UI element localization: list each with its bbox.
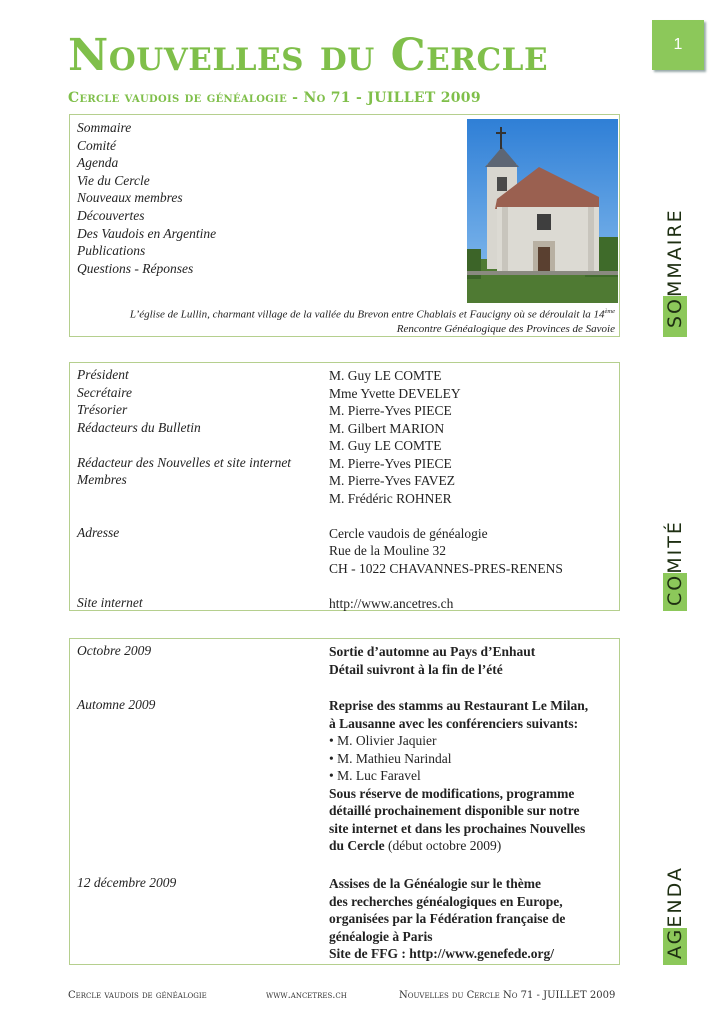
role-label: Secrétaire xyxy=(77,384,132,400)
sommaire-box xyxy=(69,114,620,337)
footer-organisation: Cercle vaudois de généalogie xyxy=(68,990,207,1001)
agenda-side-tab xyxy=(663,860,691,965)
agenda-box xyxy=(69,638,620,965)
table-of-contents xyxy=(77,119,216,277)
page-number: 1 xyxy=(652,20,704,70)
event-date: Octobre 2009 xyxy=(77,643,152,658)
church-photo xyxy=(467,119,618,303)
role-label: Rédacteurs du Bulletin xyxy=(77,419,201,435)
role-label: Adresse xyxy=(77,524,120,540)
member-name: Mme Yvette DEVELEY xyxy=(329,385,461,401)
newsletter-title: Nouvelles du Cercle xyxy=(68,30,549,81)
role-label: Site internet xyxy=(77,594,143,610)
comite-side-tab xyxy=(663,515,691,611)
website-link[interactable]: http://www.ancetres.ch xyxy=(329,595,454,611)
role-label: Rédacteur des Nouvelles et site internet xyxy=(77,454,292,470)
toc-item[interactable]: Comité xyxy=(77,137,116,153)
toc-item[interactable]: Vie du Cercle xyxy=(77,172,150,188)
toc-item[interactable]: Publications xyxy=(77,243,146,259)
member-name: M. Pierre-Yves PIECE xyxy=(329,403,452,418)
toc-item[interactable]: Découvertes xyxy=(77,207,145,223)
member-name: M. Pierre-Yves FAVEZ M. Frédéric ROHNER xyxy=(329,473,456,506)
event-date: 12 décembre 2009 xyxy=(77,875,177,890)
event-description: Assises de la Généalogie sur le thème des recherches généalogiques en Europe, organisées par la Fédération française de généalogie à Paris Site de FFG : http://www.genefede.org/ xyxy=(329,876,566,961)
event-date: Automne 2009 xyxy=(77,697,156,712)
toc-item[interactable]: Sommaire xyxy=(77,120,132,135)
footer-issue: Nouvelles du Cercle No 71 - JUILLET 2009 xyxy=(399,990,616,1001)
side-tab-label: AGENDA xyxy=(664,866,686,959)
side-tab-label: SOMMAIRE xyxy=(664,208,686,329)
issue-subtitle: Cercle vaudois de généalogie - No 71 - JUILLET 2009 xyxy=(68,90,481,106)
postal-address: Cercle vaudois de généalogie Rue de la Mouline 32 CH - 1022 CHAVANNES-PRES-RENENS xyxy=(329,525,563,576)
photo-caption: L’église de Lullin, charmant village de la vallée du Brevon entre Chablais et Faucigny où se déroulait la 14ème Rencontre Généalogique des Provinces de Savoie xyxy=(129,308,615,336)
member-name: M. Guy LE COMTE xyxy=(329,368,442,383)
role-label: Membres xyxy=(77,472,127,487)
sommaire-side-tab xyxy=(663,200,691,337)
member-name: M. Gilbert MARION M. Guy LE COMTE xyxy=(329,420,445,453)
toc-item[interactable]: Nouveaux membres xyxy=(77,190,183,206)
footer-website[interactable]: www.ancetres.ch xyxy=(266,990,347,1001)
role-label: Président xyxy=(77,367,129,382)
side-tab-label: COMITÉ xyxy=(664,520,686,606)
event-description: Reprise des stamms au Restaurant Le Milan, à Lausanne avec les conférenciers suivants: • M. Olivier Jaquier • M. Mathieu Narindal • M. Luc Faravel Sous réserve de modifications, programme détaillé prochainement disponible sur notre site internet et dans les prochaines Nouvelles du Cercle (début octobre 2009) xyxy=(329,698,589,853)
role-label: Trésorier xyxy=(77,402,128,417)
toc-item[interactable]: Agenda xyxy=(77,155,119,171)
member-name: M. Pierre-Yves PIECE xyxy=(329,455,452,471)
event-description: Sortie d’automne au Pays d’Enhaut Détail suivront à la fin de l’été xyxy=(329,644,536,677)
toc-item[interactable]: Questions - Réponses xyxy=(77,260,194,276)
toc-item[interactable]: Des Vaudois en Argentine xyxy=(77,225,217,241)
comite-box xyxy=(69,362,620,611)
